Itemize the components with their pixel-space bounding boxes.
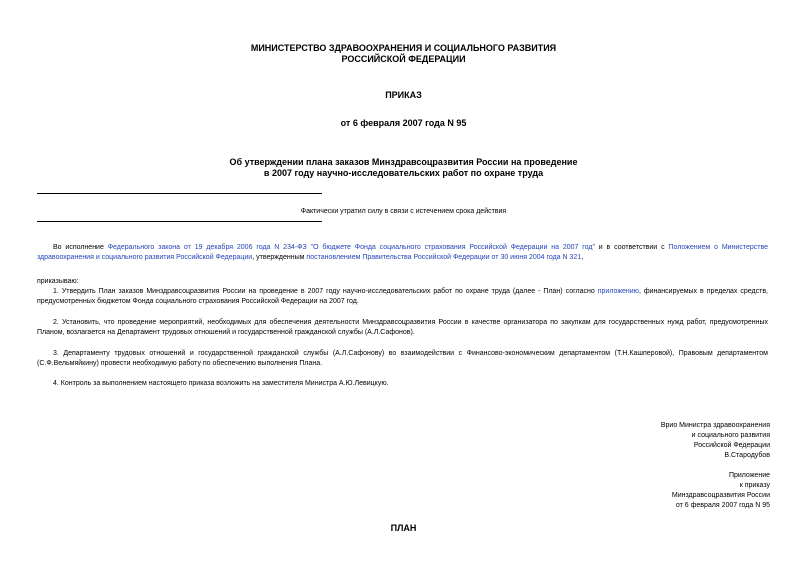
federal-law-link[interactable]: Федерального закона от 19 декабря 2006 года N 234-ФЗ "О бюджете Фонда социального страхования Российской Федерации на 2007 год" bbox=[107, 244, 595, 251]
subject-line2: в 2007 году научно-исследовательских работ по охране труда bbox=[263, 168, 544, 178]
appendix-line2: к приказу bbox=[739, 482, 770, 489]
preamble-text-4: , bbox=[581, 254, 584, 261]
appendix-line3: Минздравсоцразвития России bbox=[671, 492, 770, 499]
ministry-title-line2: РОССИЙСКОЙ ФЕДЕРАЦИИ bbox=[341, 54, 466, 64]
item1-text-1: 1. Утвердить План заказов Минздравсоцразвития России на проведение в 2007 году научно-исследовательских работ по охране труда (далее - План) согласно bbox=[53, 288, 598, 295]
item1-text-2: , финансируемых в пределах средств, предусмотренных бюджетом Фонда социального страхования Российской Федерации на 2007 год. bbox=[37, 288, 768, 305]
signature-block bbox=[470, 421, 770, 461]
appendix-link[interactable]: приложению bbox=[597, 288, 639, 295]
government-decree-link[interactable]: постановлением Правительства Российской Федерации от 30 июня 2004 года N 321 bbox=[306, 254, 582, 261]
order-item-1 bbox=[37, 287, 768, 307]
signature-line2: и социального развития bbox=[691, 432, 770, 439]
order-word: приказываю: bbox=[37, 278, 79, 285]
preamble-text-3: , утвержденным bbox=[252, 254, 307, 261]
preamble-paragraph bbox=[37, 243, 768, 263]
signature-name: В.Стародубов bbox=[724, 452, 770, 459]
divider-bottom bbox=[37, 221, 322, 222]
signature-line1: Врио Министра здравоохранения bbox=[660, 422, 770, 429]
appendix-line4: от 6 февраля 2007 года N 95 bbox=[675, 502, 770, 509]
order-item-4: 4. Контроль за выполнением настоящего приказа возложить на заместителя Министра А.Ю.Левицкую. bbox=[53, 380, 389, 387]
ministry-title-line1: МИНИСТЕРСТВО ЗДРАВООХРАНЕНИЯ И СОЦИАЛЬНОГО РАЗВИТИЯ bbox=[250, 43, 557, 53]
order-item-3: 3. Департаменту трудовых отношений и государственной гражданской службы (А.Л.Сафонову) во взаимодействии с Финансово-экономическим департаментом (Т.Н.Кашперовой), Правовым департаментом (С.Ф.Вельмяйкину) провести необходимую работу по обеспечению выполнения Плана. bbox=[37, 350, 768, 367]
document-type: ПРИКАЗ bbox=[385, 90, 422, 100]
signature-line3: Российской Федерации bbox=[693, 442, 770, 449]
order-item-2: 2. Установить, что проведение мероприятий, необходимых для обеспечения деятельности Минздравсоцразвития России в качестве организатора по закупкам для государственных нужд работ, предусмотренных Планом, возлагается на Департамент трудовых отношений и государственной гражданской службы (А.Л.Сафонов). bbox=[37, 319, 768, 336]
preamble-text-1: Во исполнение bbox=[53, 244, 108, 251]
appendix-line1: Приложение bbox=[728, 472, 770, 479]
ministry-title bbox=[0, 43, 807, 65]
plan-title: ПЛАН bbox=[390, 523, 417, 533]
document-date-number: от 6 февраля 2007 года N 95 bbox=[340, 118, 467, 128]
document-subject bbox=[0, 157, 807, 179]
subject-line1: Об утверждении плана заказов Минздравсоцразвития России на проведение bbox=[229, 157, 578, 167]
divider-top bbox=[37, 193, 322, 194]
preamble-text-2: и в соответствии с bbox=[594, 244, 669, 251]
appendix-block bbox=[470, 471, 770, 511]
status-note: Фактически утратил силу в связи с истечением срока действия bbox=[300, 208, 507, 215]
ministry-regulation-link[interactable]: Положением о Министерстве здравоохранения и социального развития Российской Федерации bbox=[37, 244, 768, 261]
